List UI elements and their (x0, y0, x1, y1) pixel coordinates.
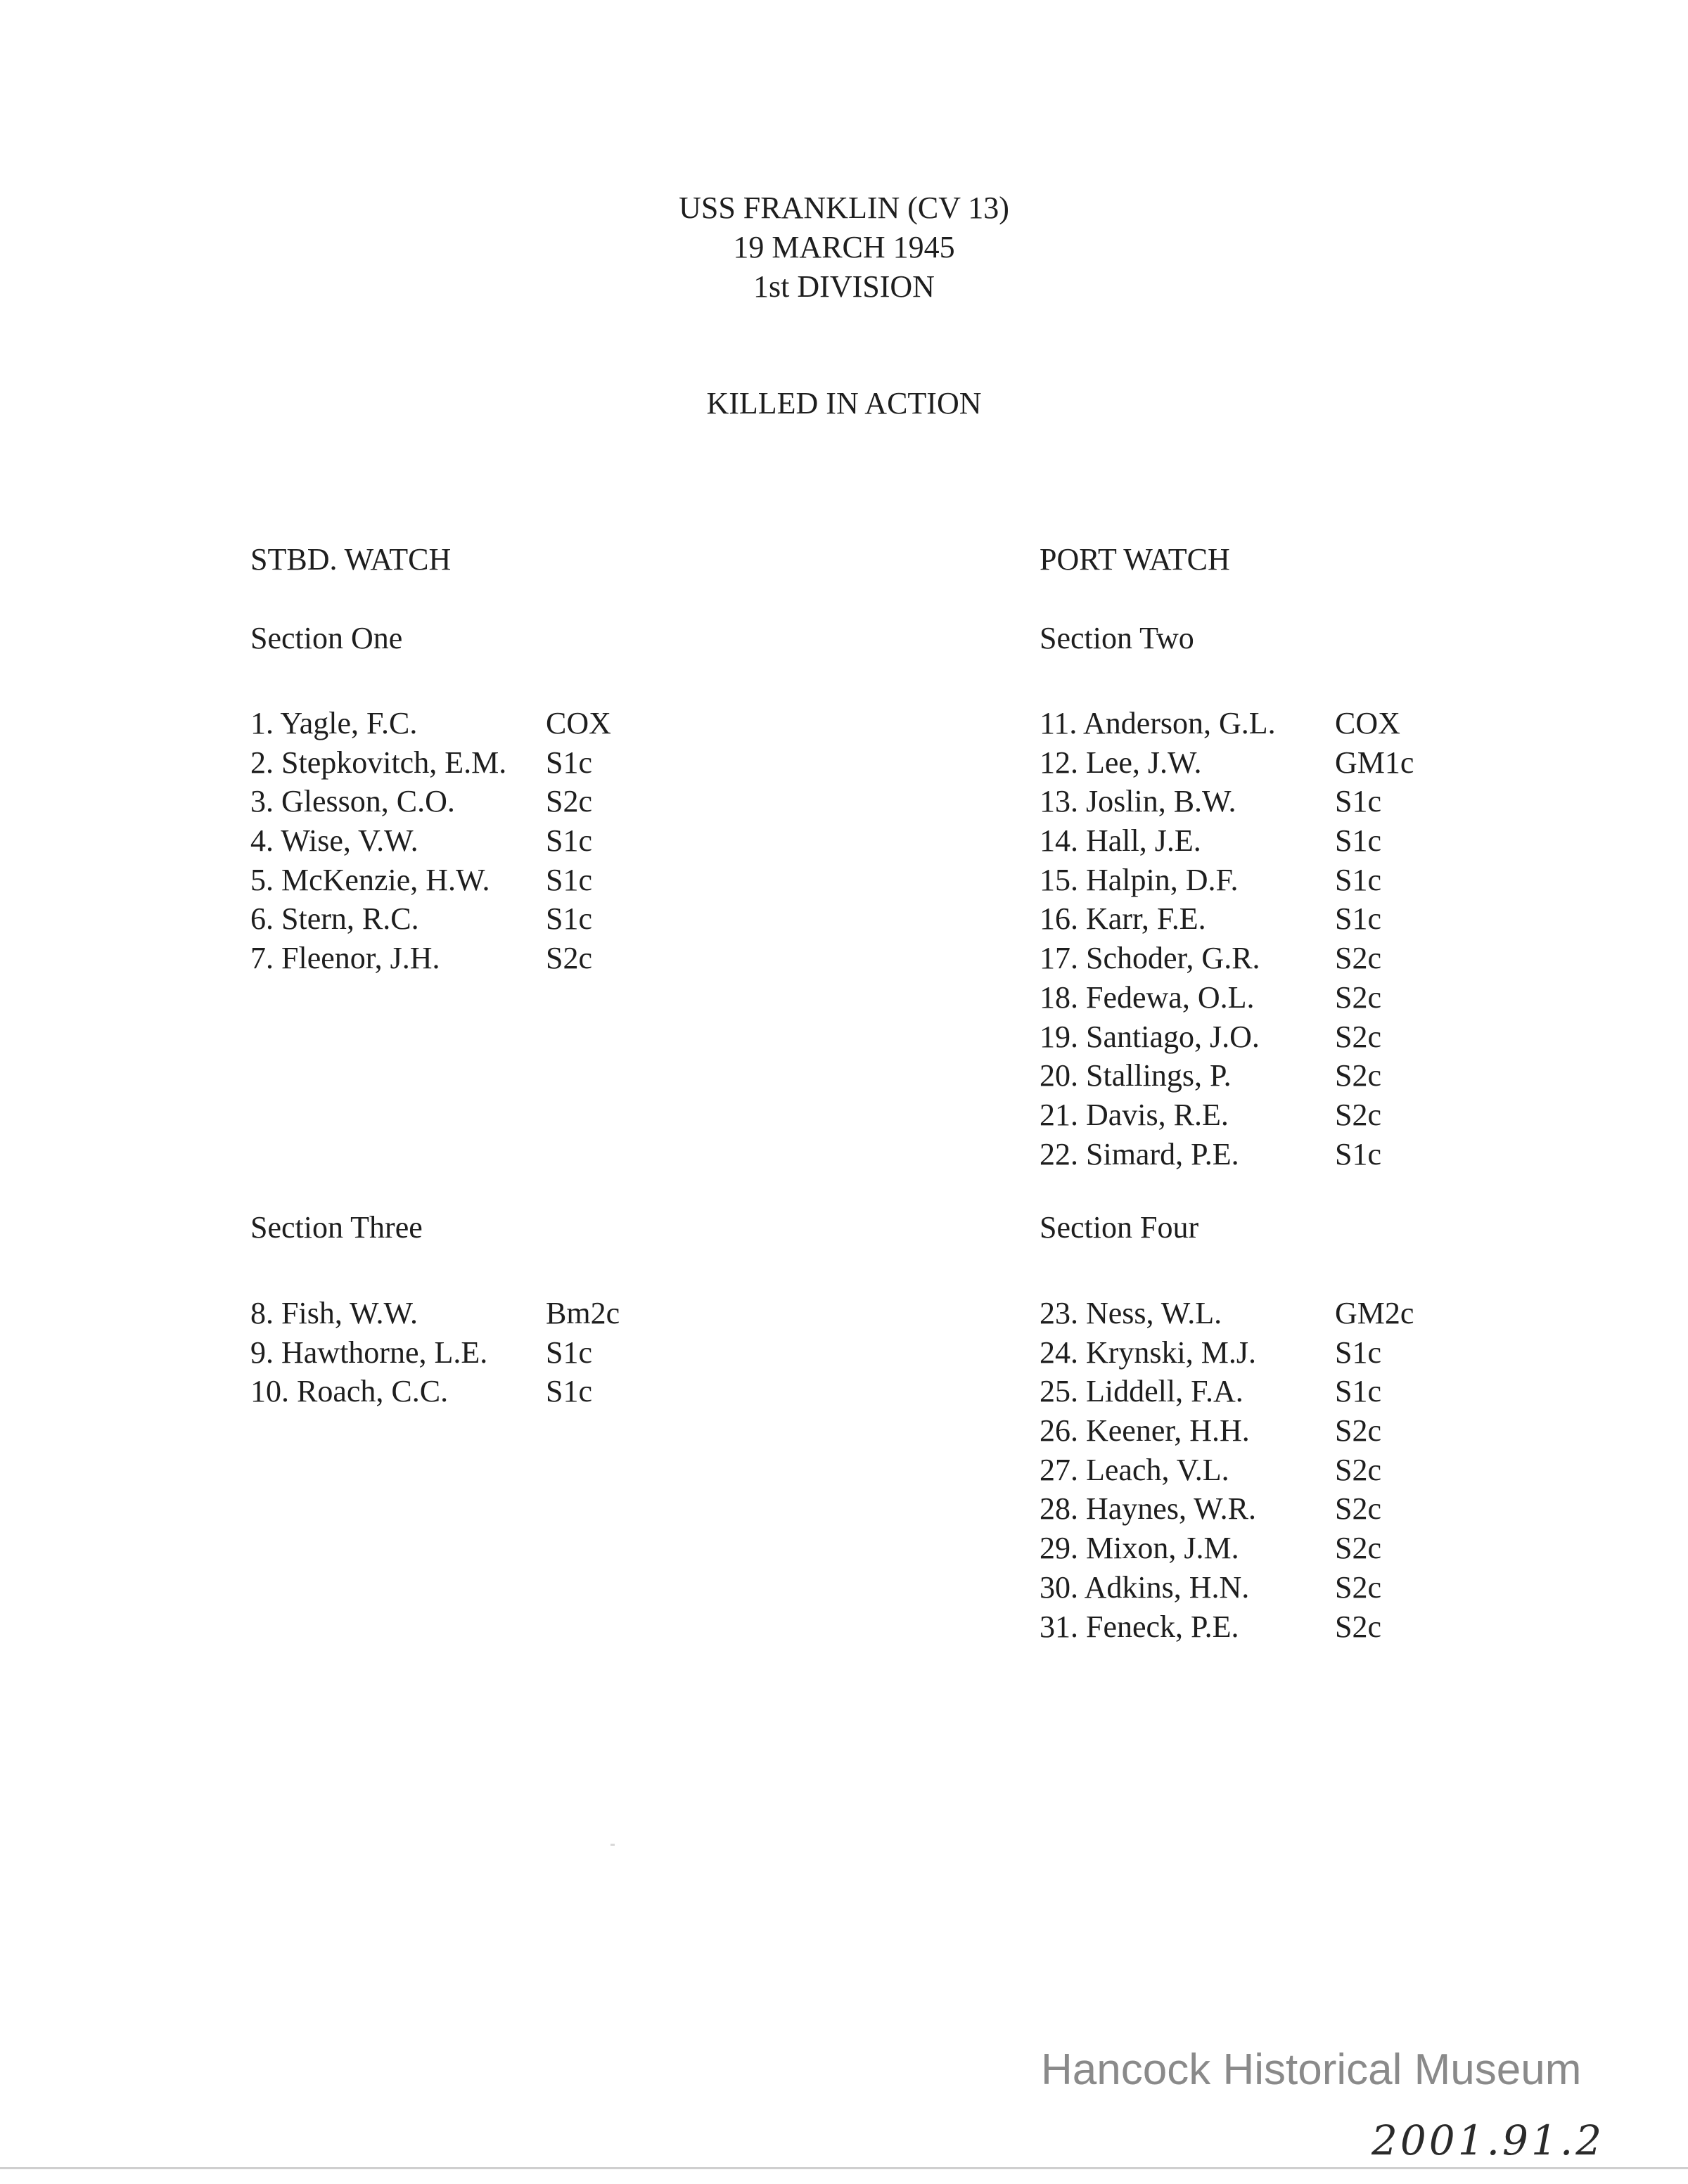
casualty-name: 17. Schoder, G.R. (1040, 941, 1260, 976)
casualty-rate: COX (1335, 706, 1400, 740)
section-four-title: Section Four (1040, 1210, 1199, 1245)
casualty-name: 3. Glesson, C.O. (250, 784, 455, 819)
section-one-title: Section One (250, 621, 403, 655)
casualty-name: 14. Hall, J.E. (1040, 823, 1201, 859)
accession-number: 2001.91.2 (1372, 2116, 1605, 2164)
date-line: 19 MARCH 1945 (733, 230, 955, 264)
casualty-rate: S2c (1335, 1413, 1381, 1448)
casualty-rate: S2c (1335, 1609, 1381, 1644)
casualty-name: 23. Ness, W.L. (1040, 1296, 1222, 1330)
casualty-name: 21. Davis, R.E. (1040, 1097, 1229, 1132)
casualty-name: 18. Fedewa, O.L. (1040, 979, 1255, 1015)
casualty-rate: S1c (546, 823, 592, 859)
casualty-rate: S2c (546, 784, 592, 819)
casualty-name: 13. Joslin, B.W. (1040, 784, 1236, 819)
scan-speck (610, 1844, 615, 1846)
casualty-name: 28. Haynes, W.R. (1040, 1491, 1256, 1527)
casualty-name: 5. McKenzie, H.W. (250, 862, 490, 897)
casualty-rate: Bm2c (546, 1296, 620, 1330)
casualty-name: 8. Fish, W.W. (250, 1296, 418, 1330)
casualty-name: 27. Leach, V.L. (1040, 1452, 1229, 1487)
casualty-name: 11. Anderson, G.L. (1040, 706, 1276, 740)
casualty-rate: S2c (546, 941, 592, 976)
killed-in-action-heading: KILLED IN ACTION (706, 386, 982, 420)
casualty-rate: S2c (1335, 1097, 1381, 1132)
division-line: 1st DIVISION (753, 269, 935, 304)
document-header (0, 188, 1688, 307)
casualty-name: 31. Feneck, P.E. (1040, 1609, 1239, 1644)
casualty-name: 25. Liddell, F.A. (1040, 1374, 1243, 1409)
casualty-rate: S2c (1335, 1491, 1381, 1527)
casualty-name: 16. Karr, F.E. (1040, 901, 1206, 937)
casualty-rate: S2c (1335, 1019, 1381, 1054)
casualty-rate: GM1c (1335, 745, 1414, 780)
casualty-rate: S2c (1335, 941, 1381, 976)
casualty-name: 6. Stern, R.C. (250, 901, 419, 937)
casualty-rate: S1c (546, 1374, 592, 1409)
casualty-name: 12. Lee, J.W. (1040, 745, 1202, 780)
casualty-rate: S1c (546, 901, 592, 937)
casualty-name: 20. Stallings, P. (1040, 1058, 1232, 1093)
section-two-title: Section Two (1040, 621, 1194, 655)
section-three-title: Section Three (250, 1210, 423, 1245)
casualty-name: 30. Adkins, H.N. (1040, 1569, 1250, 1605)
casualty-rate: S2c (1335, 1531, 1381, 1566)
bottom-edge-divider (0, 2167, 1688, 2169)
casualty-rate: S2c (1335, 1569, 1381, 1605)
casualty-name: 2. Stepkovitch, E.M. (250, 745, 507, 780)
casualty-name: 9. Hawthorne, L.E. (250, 1335, 488, 1370)
casualty-name: 29. Mixon, J.M. (1040, 1531, 1239, 1566)
casualty-rate: COX (546, 706, 611, 740)
casualty-rate: S1c (1335, 901, 1381, 937)
casualty-rate: S1c (1335, 784, 1381, 819)
casualty-name: 15. Halpin, D.F. (1040, 862, 1239, 897)
museum-watermark: Hancock Historical Museum (1041, 2045, 1582, 2094)
casualty-rate: S1c (546, 862, 592, 897)
casualty-rate: S1c (546, 745, 592, 780)
casualty-name: 4. Wise, V.W. (250, 823, 418, 859)
casualty-rate: S1c (1335, 823, 1381, 859)
casualty-rate: S2c (1335, 979, 1381, 1015)
casualty-name: 10. Roach, C.C. (250, 1374, 449, 1409)
casualty-rate: S1c (1335, 1335, 1381, 1370)
casualty-name: 26. Keener, H.H. (1040, 1413, 1250, 1448)
casualty-name: 24. Krynski, M.J. (1040, 1335, 1257, 1370)
ship-title: USS FRANKLIN (CV 13) (679, 191, 1009, 225)
port-watch-title: PORT WATCH (1040, 542, 1230, 577)
casualty-rate: S2c (1335, 1058, 1381, 1093)
casualty-name: 19. Santiago, J.O. (1040, 1019, 1260, 1054)
casualty-rate: GM2c (1335, 1296, 1414, 1330)
casualty-name: 7. Fleenor, J.H. (250, 941, 440, 976)
casualty-rate: S1c (1335, 862, 1381, 897)
casualty-rate: S1c (1335, 1374, 1381, 1409)
stbd-watch-title: STBD. WATCH (250, 542, 452, 577)
casualty-name: 22. Simard, P.E. (1040, 1136, 1239, 1171)
casualty-rate: S1c (546, 1335, 592, 1370)
casualty-rate: S2c (1335, 1452, 1381, 1487)
casualty-name: 1. Yagle, F.C. (250, 706, 418, 740)
casualty-rate: S1c (1335, 1136, 1381, 1171)
